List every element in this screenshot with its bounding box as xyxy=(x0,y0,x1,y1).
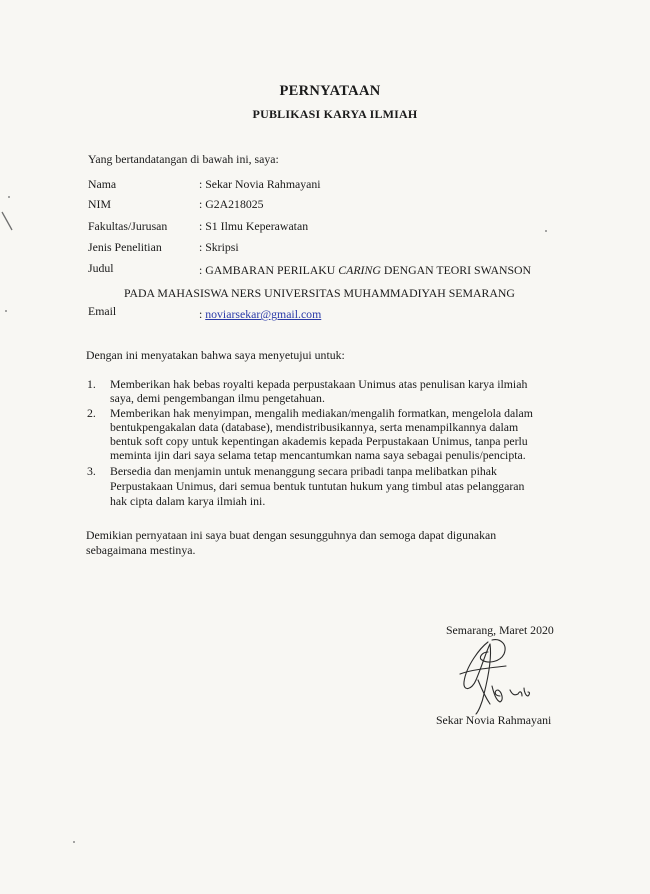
field-value-judul-line2: PADA MAHASISWA NERS UNIVERSITAS MUHAMMADIYAH SEMARANG xyxy=(124,286,515,300)
item-3-line-1: Bersedia dan menjamin untuk menanggung secara pribadi tanpa melibatkan pihak xyxy=(110,464,497,478)
scan-speck xyxy=(5,310,7,312)
item-2-line-2: bentukpengakalan data (database), mendistribusikannya, serta menampilkannya dalam xyxy=(110,420,519,434)
scan-speck xyxy=(545,230,547,232)
item-number-2: 2. xyxy=(87,406,96,420)
signature-place-date: Semarang, Maret 2020 xyxy=(446,623,554,637)
item-1-line-1: Memberikan hak bebas royalti kepada perpustakaan Unimus atas penulisan karya ilmiah xyxy=(110,377,528,391)
judul-suffix: DENGAN TEORI SWANSON xyxy=(380,263,532,277)
item-number-1: 1. xyxy=(87,377,96,391)
item-3-line-3: hak cipta dalam karya ilmiah ini. xyxy=(110,494,266,508)
field-value-jenis: : Skripsi xyxy=(199,240,239,254)
field-value-fakultas: : S1 Ilmu Keperawatan xyxy=(199,219,309,233)
field-value-judul xyxy=(199,263,531,278)
item-2-line-4: meminta ijin dari saya selama tetap mencantumkan nama saya sebagai penulis/pencipta. xyxy=(110,448,526,462)
field-label-judul: Judul xyxy=(88,261,114,275)
field-label-nim: NIM xyxy=(88,197,111,211)
field-value-nim: : G2A218025 xyxy=(199,197,264,211)
statement-text: Dengan ini menyatakan bahwa saya menyetujui untuk: xyxy=(86,348,345,362)
judul-italic: CARING xyxy=(338,263,381,277)
item-1-line-2: saya, demi pengembangan ilmu pengetahuan. xyxy=(110,391,325,405)
field-value-email xyxy=(199,307,321,322)
field-label-jenis: Jenis Penelitian xyxy=(88,240,162,254)
field-label-nama: Nama xyxy=(88,177,117,191)
scan-speck xyxy=(8,196,10,198)
item-3-line-2: Perpustakaan Unimus, dari semua bentuk tuntutan hukum yang timbul atas pelanggaran xyxy=(110,479,525,493)
document-subtitle: PUBLIKASI KARYA ILMIAH xyxy=(252,107,418,121)
email-link[interactable]: noviarsekar@gmail.com xyxy=(205,307,322,321)
closing-line-2: sebagaimana mestinya. xyxy=(86,543,196,557)
scan-speck xyxy=(73,841,75,843)
item-number-3: 3. xyxy=(87,464,96,478)
judul-prefix: : GAMBARAN PERILAKU xyxy=(199,263,339,277)
closing-line-1: Demikian pernyataan ini saya buat dengan sesungguhnya dan semoga dapat digunakan xyxy=(86,528,497,542)
field-label-email: Email xyxy=(88,304,117,318)
signature-name: Sekar Novia Rahmayani xyxy=(436,713,552,727)
item-2-line-3: bentuk soft copy untuk kepentingan akademis kepada Perpustakaan Unimus, tanpa perlu xyxy=(110,434,528,448)
document-title: PERNYATAAN xyxy=(279,83,381,99)
field-value-nama: : Sekar Novia Rahmayani xyxy=(199,177,321,191)
handwritten-signature xyxy=(430,630,550,720)
item-2-line-1: Memberikan hak menyimpan, mengalih mediakan/mengalih formatkan, mengelola dalam xyxy=(110,406,533,420)
intro-text: Yang bertandatangan di bawah ini, saya: xyxy=(88,152,279,166)
field-label-fakultas: Fakultas/Jurusan xyxy=(88,219,168,233)
scan-mark xyxy=(0,210,16,234)
email-prefix: : xyxy=(199,307,206,321)
